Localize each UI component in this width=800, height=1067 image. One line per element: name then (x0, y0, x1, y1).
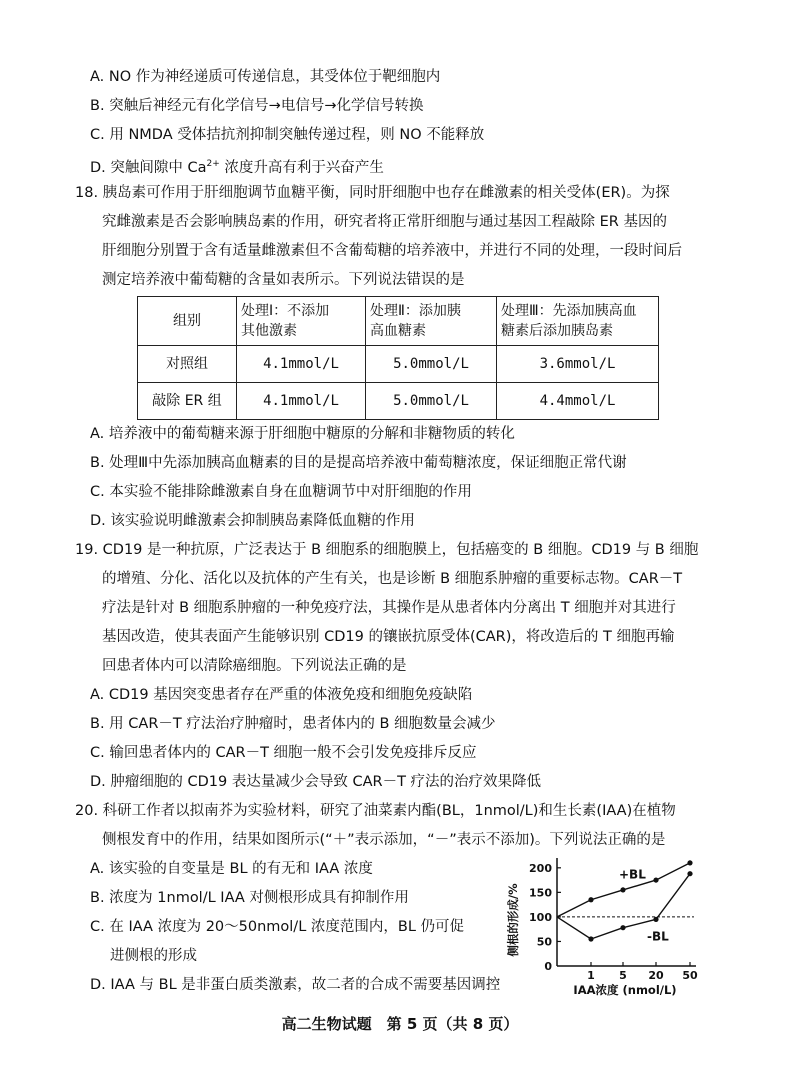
q20-option-c-cont: 进侧根的形成 (110, 948, 197, 964)
cell-group: 敲除 ER 组 (138, 383, 237, 420)
q19-option-a: A. CD19 基因突变患者存在严重的体液免疫和细胞免疫缺陷 (90, 687, 473, 703)
data-point (620, 925, 625, 930)
cell-t3: 4.4mmol/L (497, 383, 659, 420)
q17-option-d-tail: 浓度升高有利于兴奋产生 (219, 159, 384, 176)
data-point (687, 871, 692, 876)
q19-option-d: D. 肿瘤细胞的 CD19 表达量减少会导致 CAR－T 疗法的治疗效果降低 (90, 774, 542, 790)
legend-minus-bl: -BL (647, 929, 669, 944)
page-footer: 高二生物试题 第 5 页（共 8 页） (281, 1015, 519, 1033)
q18-option-c: C. 本实验不能排除雌激素自身在血糖调节中对肝细胞的作用 (90, 484, 472, 500)
cell-t2: 5.0mmol/L (366, 346, 497, 383)
q18-stem-line-1: 18. 胰岛素可作用于肝细胞调节血糖平衡，同时肝细胞中也存在雌激素的相关受体(ER)。为探 (75, 185, 670, 201)
data-point (588, 936, 593, 941)
cell-t1: 4.1mmol/L (237, 346, 366, 383)
q20-line-chart (505, 848, 710, 996)
header-t3-line1: 处理Ⅲ：先添加胰高血 (501, 303, 637, 319)
data-point (653, 917, 658, 922)
y-tick-label: 100 (529, 910, 552, 924)
q20-option-c: C. 在 IAA 浓度为 20～50nmol/L 浓度范围内，BL 仍可促 (90, 919, 465, 935)
q18-stem-line-4: 测定培养液中葡萄糖的含量如表所示。下列说法错误的是 (102, 272, 465, 288)
x-tick-label: 5 (619, 969, 627, 982)
y-axis-label: 侧根的形成/% (506, 883, 520, 957)
cell-t2: 5.0mmol/L (366, 383, 497, 420)
header-group (138, 297, 237, 346)
header-t2-line2: 高血糖素 (370, 323, 426, 339)
q19-option-b: B. 用 CAR－T 疗法治疗肿瘤时，患者体内的 B 细胞数量会减少 (90, 716, 496, 732)
q18-option-d: D. 该实验说明雌激素会抑制胰岛素降低血糖的作用 (90, 513, 415, 529)
header-treatment-1 (237, 297, 366, 346)
data-point (687, 860, 692, 865)
q20-stem-line-1: 20. 科研工作者以拟南芥为实验材料，研究了油菜素内酯(BL，1nmol/L)和生长素(IAA)在植物 (75, 803, 676, 819)
x-tick-label: 1 (587, 969, 595, 982)
q20-stem-line-2: 侧根发育中的作用，结果如图所示(“＋”表示添加，“－”表示不添加)。下列说法正确的是 (102, 832, 666, 848)
y-tick-label: 200 (529, 861, 552, 875)
q18-stem-line-2: 究雌激素是否会影响胰岛素的作用，研究者将正常肝细胞与通过基因工程敲除 ER 基因的 (102, 214, 667, 230)
data-point (588, 897, 593, 902)
q17-option-d-sup: 2+ (206, 159, 220, 169)
table-row (138, 383, 659, 420)
q20-option-d: D. IAA 与 BL 是非蛋白质类激素，故二者的合成不需要基因调控 (90, 977, 501, 993)
y-tick-label: 150 (529, 886, 552, 900)
q17-option-c: C. 用 NMDA 受体拮抗剂抑制突触传递过程，则 NO 不能释放 (90, 127, 485, 143)
y-tick-label: 50 (536, 935, 552, 949)
x-tick-label: 50 (682, 969, 698, 982)
q19-option-c: C. 输回患者体内的 CAR－T 细胞一般不会引发免疫排斥反应 (90, 745, 477, 761)
x-axis-label: IAA浓度 (nmol/L) (573, 983, 677, 996)
q18-option-b: B. 处理Ⅲ中先添加胰高血糖素的目的是提高培养液中葡萄糖浓度，保证细胞正常代谢 (90, 455, 627, 471)
x-tick-label: 20 (648, 969, 664, 982)
q19-stem-line-3: 疗法是针对 B 细胞系肿瘤的一种免疫疗法，其操作是从患者体内分离出 T 细胞并对其进行 (102, 600, 676, 616)
q17-option-d-head: D. 突触间隙中 Ca (90, 159, 207, 176)
q19-stem-line-2: 的增殖、分化、活化以及抗体的产生有关，也是诊断 B 细胞系肿瘤的重要标志物。CAR－T (102, 571, 683, 587)
header-group-text: 组别 (173, 313, 201, 329)
header-t3-line2: 糖素后添加胰岛素 (501, 323, 613, 339)
q18-option-a: A. 培养液中的葡萄糖来源于肝细胞中糖原的分解和非糖物质的转化 (90, 426, 515, 442)
q19-stem-line-1: 19. CD19 是一种抗原，广泛表达于 B 细胞系的细胞膜上，包括癌变的 B 细胞。CD19 与 B 细胞 (75, 542, 699, 558)
cell-t3: 3.6mmol/L (497, 346, 659, 383)
table-row (138, 346, 659, 383)
header-t1-line2: 其他激素 (241, 323, 297, 339)
header-t2-line1: 处理Ⅱ：添加胰 (370, 303, 461, 319)
data-point (653, 877, 658, 882)
header-treatment-3 (497, 297, 659, 346)
q17-option-a: A. NO 作为神经递质可传递信息，其受体位于靶细胞内 (90, 69, 441, 85)
y-tick-label: 0 (544, 960, 552, 973)
header-treatment-2 (366, 297, 497, 346)
table-header-row (138, 297, 659, 346)
q20-option-a: A. 该实验的自变量是 BL 的有无和 IAA 浓度 (90, 861, 373, 877)
q17-option-d (90, 153, 384, 179)
data-point (620, 887, 625, 892)
header-t1-line1: 处理Ⅰ：不添加 (241, 303, 330, 319)
cell-group: 对照组 (138, 346, 237, 383)
q18-data-table (137, 296, 659, 420)
q18-stem-line-3: 肝细胞分别置于含有适量雌激素但不含葡萄糖的培养液中，并进行不同的处理，一段时间后 (102, 243, 682, 259)
q19-stem-line-5: 回患者体内可以清除癌细胞。下列说法正确的是 (102, 658, 407, 674)
cell-t1: 4.1mmol/L (237, 383, 366, 420)
q17-option-b: B. 突触后神经元有化学信号→电信号→化学信号转换 (90, 98, 424, 114)
legend-plus-bl: +BL (619, 867, 646, 882)
q19-stem-line-4: 基因改造，使其表面产生能够识别 CD19 的镶嵌抗原受体(CAR)，将改造后的 T 细胞再输 (102, 629, 675, 645)
q20-option-b: B. 浓度为 1nmol/L IAA 对侧根形成具有抑制作用 (90, 890, 409, 906)
